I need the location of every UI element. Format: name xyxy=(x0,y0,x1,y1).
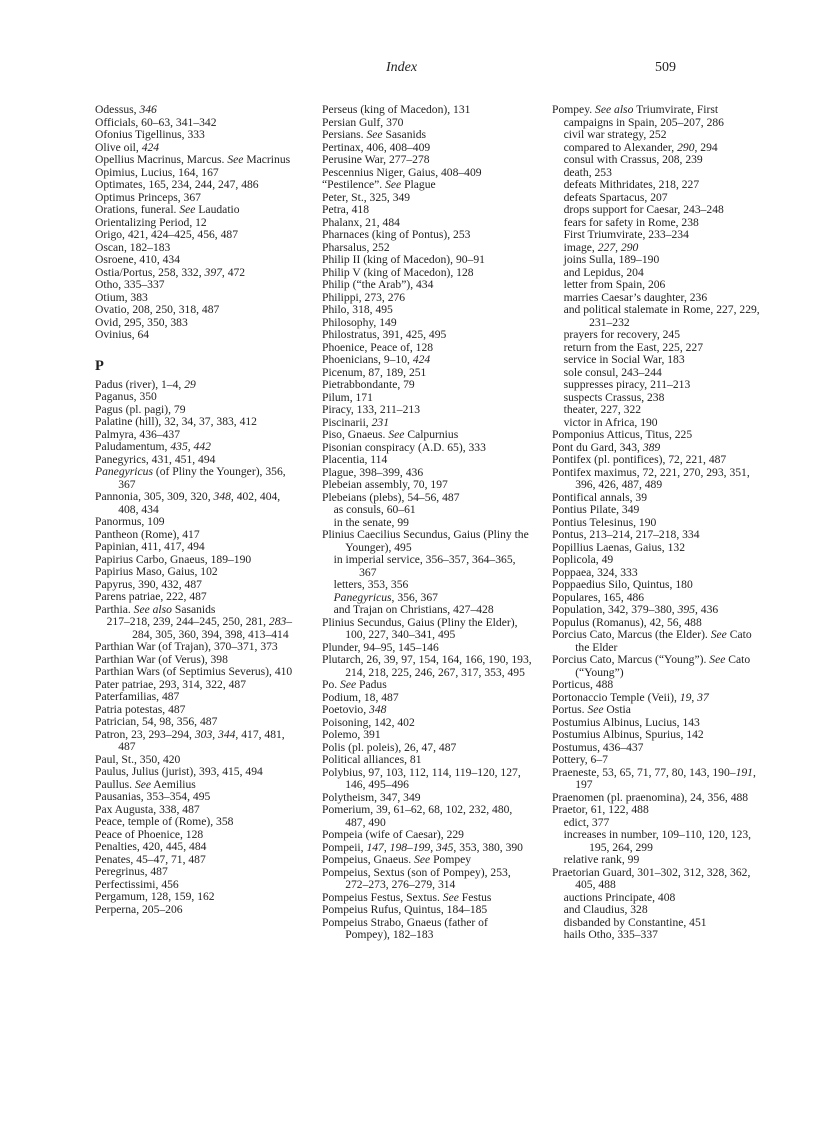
index-entry: Philosophy, 149 xyxy=(322,315,397,329)
index-entry: Papirius Carbo, Gnaeus, 189–190 xyxy=(95,552,252,566)
index-entry: Populares, 165, 486 xyxy=(552,590,645,604)
index-entry: Porcius Cato, Marcus (the Elder). See Cato the Elder xyxy=(552,628,752,654)
index-entry: Pomerium, 39, 61–62, 68, 102, 232, 480, 487, 490 xyxy=(322,803,513,829)
index-entry: Optimus Princeps, 367 xyxy=(95,190,201,204)
index-entry: Pompeia (wife of Caesar), 229 xyxy=(322,828,464,841)
index-entry: Paterfamilias, 487 xyxy=(95,690,180,703)
index-subentry: drops support for Caesar, 243–248 xyxy=(563,203,724,216)
index-entry: Opimius, Lucius, 164, 167 xyxy=(95,165,219,179)
index-entry: Pescennius Niger, Gaius, 408–409 xyxy=(322,165,482,179)
index-subentry: in the senate, 99 xyxy=(333,515,409,529)
index-entry: Podium, 18, 487 xyxy=(322,690,399,704)
index-entry: Pomponius Atticus, Titus, 225 xyxy=(552,428,693,441)
index-entry: Pontius Pilate, 349 xyxy=(552,503,640,516)
index-entry: Plebeians (plebs), 54–56, 487 xyxy=(322,490,460,504)
index-entry: Polis (pl. poleis), 26, 47, 487 xyxy=(322,740,457,754)
index-subentry: sole consul, 243–244 xyxy=(563,365,662,379)
index-entry: Pont du Gard, 343, 389 xyxy=(552,440,661,454)
index-entry: Pontifex maximus, 72, 221, 270, 293, 351, 396, 426, 487, 489 xyxy=(552,465,750,491)
index-entry: Persians. See Sasanids xyxy=(322,128,427,141)
index-entry: Pannonia, 305, 309, 320, 348, 402, 404, 408, 434 xyxy=(95,490,281,516)
index-entry: Polemo, 391 xyxy=(322,728,381,741)
index-entry: Praetor, 61, 122, 488 xyxy=(552,803,649,816)
index-entry: Parens patriae, 222, 487 xyxy=(95,590,207,603)
index-entry: Porticus, 488 xyxy=(552,678,614,691)
index-entry: Perusine War, 277–278 xyxy=(322,153,430,166)
index-entry: Pharnaces (king of Pontus), 253 xyxy=(322,228,471,241)
index-column-3 xyxy=(552,104,767,942)
index-entry: Portus. See Ostia xyxy=(552,703,631,716)
index-subentry: marries Caesar’s daughter, 236 xyxy=(563,290,708,304)
index-entry: Philo, 318, 495 xyxy=(322,303,393,316)
index-entry: Populus (Romanus), 42, 56, 488 xyxy=(552,615,702,629)
index-entry: Pietrabbondante, 79 xyxy=(322,378,415,391)
index-entry: Pompeius, Sextus (son of Pompey), 253, 272–273, 276–279, 314 xyxy=(322,865,511,891)
index-entry: Origo, 421, 424–425, 456, 487 xyxy=(95,228,238,241)
index-subentry: First Triumvirate, 233–234 xyxy=(563,228,689,241)
index-entry: Pompeius Festus, Sextus. See Festus xyxy=(322,890,492,904)
index-entry: Pontifical annals, 39 xyxy=(552,490,647,504)
index-entry: Philip (“the Arab”), 434 xyxy=(322,278,434,291)
index-entry: Orations, funeral. See Laudatio xyxy=(95,203,240,216)
index-subentry: defeats Spartacus, 207 xyxy=(563,190,668,204)
index-entry: Portonaccio Temple (Veii), 19, 37 xyxy=(552,690,709,704)
index-entry: Patrician, 54, 98, 356, 487 xyxy=(95,715,218,728)
index-entry: Po. See Padus xyxy=(322,678,387,691)
index-entry: Perperna, 205–206 xyxy=(95,902,183,916)
index-entry: Papyrus, 390, 432, 487 xyxy=(95,577,202,591)
index-entry: Phoenice, Peace of, 128 xyxy=(322,340,434,354)
index-entry: Phoenicians, 9–10, 424 xyxy=(322,353,431,366)
index-subentry: civil war strategy, 252 xyxy=(563,128,667,141)
index-entry: Philip V (king of Macedon), 128 xyxy=(322,265,474,279)
index-entry: Plinius Caecilius Secundus, Gaius (Pliny the Younger), 495 xyxy=(322,528,529,554)
index-entry: Ovatio, 208, 250, 318, 487 xyxy=(95,303,220,316)
index-entry: Postumius Albinus, Spurius, 142 xyxy=(552,728,704,741)
index-entry: Popillius Laenas, Gaius, 132 xyxy=(552,540,685,554)
index-entry: Praetorian Guard, 301–302, 312, 328, 362, 405, 488 xyxy=(552,865,751,891)
index-entry: Poppaea, 324, 333 xyxy=(552,565,638,579)
index-subentry: increases in number, 109–110, 120, 123, 195, 264, 299 xyxy=(563,828,752,854)
index-entry: Pompeius Rufus, Quintus, 184–185 xyxy=(322,903,488,916)
index-entry: Optimates, 165, 234, 244, 247, 486 xyxy=(95,178,259,191)
index-entry: Pergamum, 128, 159, 162 xyxy=(95,890,215,903)
index-entry: Pompeii, 147, 198–199, 345, 353, 380, 390 xyxy=(322,840,523,854)
section-letter: P xyxy=(95,357,104,374)
index-subentry: and political stalemate in Rome, 227, 229, 231–232 xyxy=(563,303,760,329)
index-entry: Placentia, 114 xyxy=(322,453,388,466)
index-subentry: suppresses piracy, 211–213 xyxy=(563,378,691,391)
index-entry: Petra, 418 xyxy=(322,203,370,216)
index-entry: Padus (river), 1–4, 29 xyxy=(95,377,196,391)
index-entry: Plebeian assembly, 70, 197 xyxy=(322,478,448,491)
index-entry: Oscan, 182–183 xyxy=(95,240,171,254)
index-entry: Otho, 335–337 xyxy=(95,278,165,291)
index-subentry: letter from Spain, 206 xyxy=(563,278,666,291)
index-entry: Plutarch, 26, 39, 97, 154, 164, 166, 190, 193, 214, 218, 225, 246, 267, 317, 353, 495 xyxy=(322,653,532,679)
index-subentry: suspects Crassus, 238 xyxy=(563,390,665,404)
index-subentry: hails Otho, 335–337 xyxy=(563,928,658,941)
index-entry: Peace, temple of (Rome), 358 xyxy=(95,815,234,828)
index-entry: Praeneste, 53, 65, 71, 77, 80, 143, 190–191, 197 xyxy=(552,765,756,791)
index-entry: Parthian Wars (of Septimius Severus), 410 xyxy=(95,665,293,678)
index-entry: Ostia/Portus, 258, 332, 397, 472 xyxy=(95,265,246,279)
index-entry: Pompeius Strabo, Gnaeus (father of Pompey), 182–183 xyxy=(322,915,488,941)
index-entry: Polybius, 97, 103, 112, 114, 119–120, 127, 146, 495–496 xyxy=(322,765,521,791)
index-subentry: campaigns in Spain, 205–207, 286 xyxy=(563,115,724,129)
index-entry: Ovid, 295, 350, 383 xyxy=(95,315,188,329)
index-subentry: compared to Alexander, 290, 294 xyxy=(563,140,718,154)
index-subentry: and Claudius, 328 xyxy=(563,903,648,916)
index-entry: Porcius Cato, Marcus (“Young”). See Cato (“Young”) xyxy=(552,653,751,679)
index-entry: Papinian, 411, 417, 494 xyxy=(95,540,205,553)
index-subentry: death, 253 xyxy=(563,165,612,179)
index-subentry: defeats Mithridates, 218, 227 xyxy=(563,178,700,191)
index-entry: Pertinax, 406, 408–409 xyxy=(322,140,431,154)
index-entry: Parthian War (of Verus), 398 xyxy=(95,652,228,666)
index-subentry: in imperial service, 356–357, 364–365, 367 xyxy=(333,553,516,579)
index-entry: Patria potestas, 487 xyxy=(95,702,186,716)
index-entry: Pharsalus, 252 xyxy=(322,240,390,254)
index-entry: Parthia. See also Sasanids xyxy=(95,602,216,616)
page-number: 509 xyxy=(655,60,676,75)
index-entry: Perseus (king of Macedon), 131 xyxy=(322,103,471,116)
index-entry: Pater patriae, 293, 314, 322, 487 xyxy=(95,677,247,691)
index-entry: Postumus, 436–437 xyxy=(552,740,644,754)
index-entry: “Pestilence”. See Plague xyxy=(322,178,436,191)
index-entry: Penalties, 420, 445, 484 xyxy=(95,840,207,853)
index-entry: Pontifex (pl. pontifices), 72, 221, 487 xyxy=(552,453,727,466)
index-column-2 xyxy=(322,104,532,942)
index-entry: Panegyrics, 431, 451, 494 xyxy=(95,452,216,466)
index-entry: Palmyra, 436–437 xyxy=(95,427,181,441)
index-entry: Pontus, 213–214, 217–218, 334 xyxy=(552,528,700,541)
index-entry: Parthian War (of Trajan), 370–371, 373 xyxy=(95,640,278,653)
index-entry: Paul, St., 350, 420 xyxy=(95,752,181,766)
index-subentry: and Trajan on Christians, 427–428 xyxy=(333,603,494,616)
index-subentry: prayers for recovery, 245 xyxy=(563,328,681,341)
index-entry: Ofonius Tigellinus, 333 xyxy=(95,128,205,141)
index-entry: Philip II (king of Macedon), 90–91 xyxy=(322,253,485,266)
index-entry: Poplicola, 49 xyxy=(552,553,614,566)
running-header-title: Index xyxy=(386,60,418,75)
index-subentry: victor in Africa, 190 xyxy=(563,415,658,429)
index-subentry: disbanded by Constantine, 451 xyxy=(563,915,707,929)
index-entry: Philostratus, 391, 425, 495 xyxy=(322,328,447,341)
index-entry: Palatine (hill), 32, 34, 37, 383, 412 xyxy=(95,415,257,428)
index-entry: Papirius Maso, Gaius, 102 xyxy=(95,565,218,578)
index-entry: Paludamentum, 435, 442 xyxy=(95,440,211,453)
index-entry: Postumius Albinus, Lucius, 143 xyxy=(552,715,700,729)
index-entry: Plinius Secundus, Gaius (Pliny the Elder), 100, 227, 340–341, 495 xyxy=(322,615,518,641)
index-entry: Opellius Macrinus, Marcus. See Macrinus xyxy=(95,153,291,166)
index-entry: Odessus, 346 xyxy=(95,103,157,116)
index-entry: Persian Gulf, 370 xyxy=(322,115,404,129)
index-entry: Ovinius, 64 xyxy=(95,328,150,341)
index-entry: Plague, 398–399, 436 xyxy=(322,465,424,479)
index-entry: Phalanx, 21, 484 xyxy=(322,215,400,229)
index-entry: Peace of Phoenice, 128 xyxy=(95,827,204,841)
index-subentry: letters, 353, 356 xyxy=(333,578,409,591)
index-entry: Panormus, 109 xyxy=(95,515,165,528)
index-entry: Peter, St., 325, 349 xyxy=(322,190,411,204)
index-entry: Praenomen (pl. praenomina), 24, 356, 488 xyxy=(552,790,749,804)
index-entry: Pisonian conspiracy (A.D. 65), 333 xyxy=(322,440,486,454)
index-entry: Olive oil, 424 xyxy=(95,140,160,154)
index-subentry: auctions Principate, 408 xyxy=(563,890,676,904)
index-subentry: as consuls, 60–61 xyxy=(333,503,416,516)
index-entry: Patron, 23, 293–294, 303, 344, 417, 481, 487 xyxy=(95,727,285,753)
index-entry: Political alliances, 81 xyxy=(322,753,422,766)
index-entry: Picenum, 87, 189, 251 xyxy=(322,365,427,379)
index-entry: Piso, Gnaeus. See Calpurnius xyxy=(322,428,459,441)
index-entry: Piscinarii, 231 xyxy=(322,415,389,429)
index-subentry: image, 227, 290 xyxy=(563,240,639,254)
index-subentry: service in Social War, 183 xyxy=(563,353,685,366)
index-entry: Poppaedius Silo, Quintus, 180 xyxy=(552,578,693,591)
index-entry: Pagus (pl. pagi), 79 xyxy=(95,402,186,416)
index-entry: Polytheism, 347, 349 xyxy=(322,790,421,804)
index-entry: Pontius Telesinus, 190 xyxy=(552,515,657,529)
index-entry: Pantheon (Rome), 417 xyxy=(95,527,200,541)
index-entry: Piracy, 133, 211–213 xyxy=(322,403,420,416)
index-entry: Paullus. See Aemilius xyxy=(95,777,196,791)
index-subentry: and Lepidus, 204 xyxy=(563,265,644,279)
index-subentry: theater, 227, 322 xyxy=(563,403,642,416)
index-entry: Penates, 45–47, 71, 487 xyxy=(95,852,206,866)
index-entry: Population, 342, 379–380, 395, 436 xyxy=(552,603,719,616)
index-entry: Pompeius, Gnaeus. See Pompey xyxy=(322,853,472,866)
index-subentry: 217–218, 239, 244–245, 250, 281, 283–284, 305, 360, 394, 398, 413–414 xyxy=(106,615,293,641)
index-entry: Osroene, 410, 434 xyxy=(95,253,181,266)
index-subentry: fears for safety in Rome, 238 xyxy=(563,215,699,229)
index-subentry: consul with Crassus, 208, 239 xyxy=(563,153,703,166)
index-entry: Peregrinus, 487 xyxy=(95,865,168,878)
index-entry: Pausanias, 353–354, 495 xyxy=(95,790,211,803)
index-entry: Pilum, 171 xyxy=(322,390,373,404)
index-subentry: return from the East, 225, 227 xyxy=(563,340,704,354)
index-entry: Paganus, 350 xyxy=(95,390,157,403)
index-column-1 xyxy=(95,104,295,916)
index-subentry: Panegyricus, 356, 367 xyxy=(333,590,438,604)
index-subentry: joins Sulla, 189–190 xyxy=(563,253,660,266)
index-entry: Pottery, 6–7 xyxy=(552,753,608,766)
index-entry: Poisoning, 142, 402 xyxy=(322,715,415,729)
index-entry: Pompey. See also Triumvirate, First xyxy=(552,103,719,116)
index-entry: Pax Augusta, 338, 487 xyxy=(95,802,200,816)
index-entry: Officials, 60–63, 341–342 xyxy=(95,115,217,129)
index-entry: Orientalizing Period, 12 xyxy=(95,215,207,229)
index-entry: Perfectissimi, 456 xyxy=(95,877,179,891)
index-entry: Plunder, 94–95, 145–146 xyxy=(322,640,439,654)
index-subentry: edict, 377 xyxy=(563,815,610,829)
index-entry: Paulus, Julius (jurist), 393, 415, 494 xyxy=(95,765,263,778)
index-entry: Poetovio, 348 xyxy=(322,703,387,716)
index-entry: Panegyricus (of Pliny the Younger), 356, 367 xyxy=(95,465,286,491)
index-entry: Otium, 383 xyxy=(95,290,148,304)
index-subentry: relative rank, 99 xyxy=(563,853,640,866)
index-entry: Philippi, 273, 276 xyxy=(322,290,406,304)
